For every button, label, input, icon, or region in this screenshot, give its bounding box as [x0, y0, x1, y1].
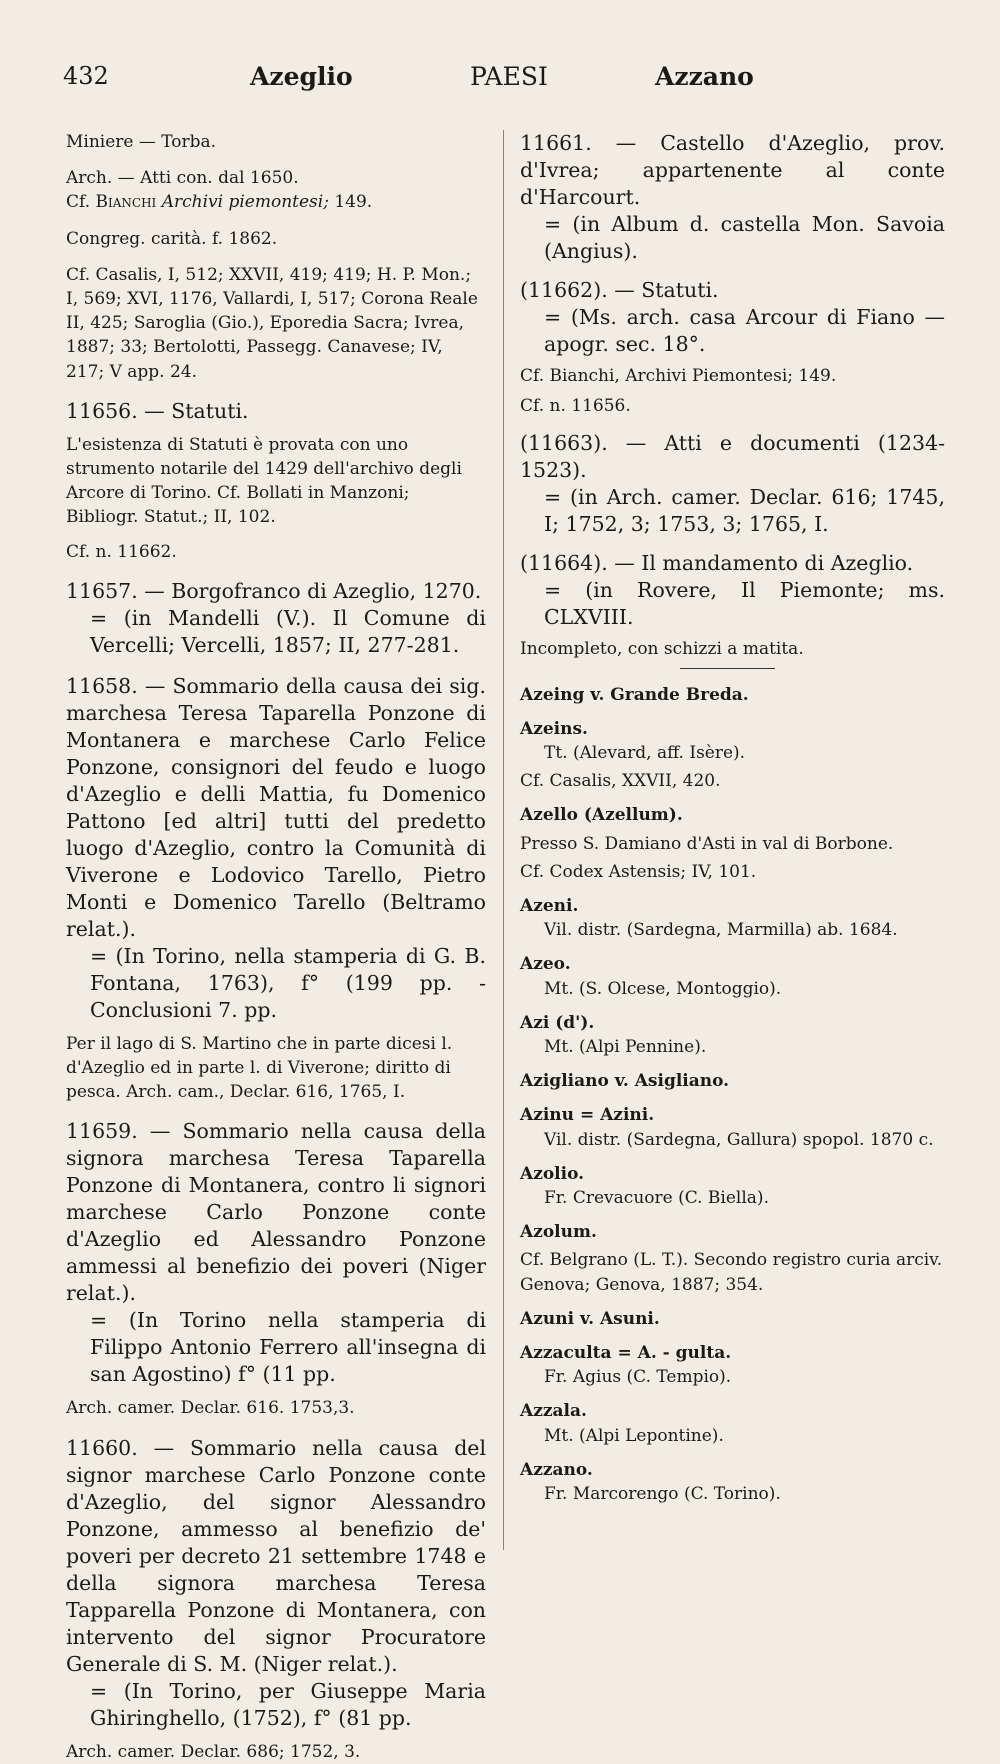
headword: Azeni. — [520, 896, 579, 917]
reference-note: Cf. Bianchi, Archivi Piemontesi; 149. — [520, 366, 837, 386]
separator-rule — [680, 668, 775, 669]
header-last-entry: Azzano — [655, 62, 754, 91]
headword: Azeo. — [520, 954, 571, 975]
entry-heading: 11660. — Sommario nella causa del signor marchese Carlo Ponzone conte d'Azeglio, del signor Alessandro Ponzone, ammesso al benefizio de' poveri per decreto 21 settembre 1748 e della signora marchesa Teresa Tapparella Ponzone di Montanera, con intervento del signor Procuratore Generale di S. M. (Niger relat.). — [66, 1435, 486, 1676]
headword: Azigliano v. Asigliano. — [520, 1071, 730, 1092]
headword: Azzaculta = A. - gulta. — [520, 1343, 732, 1364]
entry-source: = (in Arch. camer. Declar. 616; 1745, I; 1752, 3; 1753, 3; 1765, I. — [544, 485, 945, 537]
entry-heading: 11658. — Sommario della causa dei sig. marchesa Teresa Taparella Ponzone di Montanera e marchese Carlo Felice Ponzone, consignori del feudo e luogo d'Azeglio e delli Mattia, fu Domenico Pattono [ed altri] tutti del predetto luogo d'Azeglio, contro la Comunità di Viverone e Lodovico Tarello, Pietro Monti e Domenico Tarello (Beltramo relat.). — [66, 673, 486, 941]
headword: Azzano. — [520, 1459, 593, 1480]
entry-source: = (in Album d. castella Mon. Savoia (Angius). — [544, 212, 945, 263]
text-line: Miniere — Torba. — [66, 132, 217, 152]
entry-source: = (In Torino, per Giuseppe Maria Ghiringhello, (1752), f° (81 pp. — [90, 1678, 486, 1730]
entry-note: Incompleto, con schizzi a matita. — [520, 639, 804, 660]
headword-detail: Vil. distr. (Sardegna, Gallura) spopol. 1870 c. — [544, 1129, 934, 1150]
entry-heading: 11657. — Borgofranco di Azeglio, 1270. — [66, 578, 482, 603]
headword-detail: Tt. (Alevard, aff. Isère). — [544, 743, 746, 764]
headword-detail: Vil. distr. (Sardegna, Marmilla) ab. 1684. — [544, 920, 898, 941]
headword: Azi (d'). — [520, 1012, 595, 1033]
headword: Azeing v. Grande Breda. — [520, 684, 749, 705]
left-column — [66, 130, 486, 1764]
entry-note: Per il lago di S. Martino che in parte dicesi l. d'Azeglio ed in parte l. di Viverone; diritto di pesca. Arch. cam., Declar. 616, 1765, I. — [66, 1033, 453, 1103]
headword-detail: Mt. (Alpi Pennine). — [544, 1037, 707, 1058]
headword-detail: Mt. (Alpi Lepontine). — [544, 1425, 724, 1446]
headword-detail: Presso S. Damiano d'Asti in val di Borbone. — [520, 833, 894, 854]
entry-heading: 11659. — Sommario nella causa della signora marchesa Teresa Taparella Ponzone di Montanera, contro li signori marchese Carlo Ponzone conte d'Azeglio ed Alessandro Ponzone ammessi al benefizio dei poveri (Niger relat.). — [66, 1119, 486, 1306]
reference-note: Cf. Casalis, XXVII, 420. — [520, 771, 721, 792]
entry-source: = (in Rovere, Il Piemonte; ms. CLXVIII. — [544, 578, 945, 630]
headword: Azinu = Azini. — [520, 1105, 655, 1126]
entry-heading: 11656. — Statuti. — [66, 398, 249, 423]
entry-note: L'esistenza di Statuti è provata con uno strumento notarile del 1429 dell'archivo degli Arcore di Torino. Cf. Bollati in Manzoni; Bibliogr. Statut.; II, 102. — [66, 434, 462, 528]
headword: Azeins. — [520, 718, 588, 739]
entry-source: = (in Mandelli (V.). Il Comune di Vercelli; Vercelli, 1857; II, 277-281. — [90, 605, 486, 657]
entry-source: = (Ms. arch. casa Arcour di Fiano — apogr. sec. 18°. — [544, 305, 945, 356]
headword-detail: Fr. Marcorengo (C. Torino). — [544, 1484, 781, 1505]
headword: Azello (Azellum). — [520, 805, 683, 826]
text-line: Arch. — Atti con. dal 1650. — [66, 168, 299, 189]
headword: Azuni v. Asuni. — [520, 1308, 660, 1329]
reference-note: Cf. n. 11662. — [66, 541, 177, 562]
headword: Azolum. — [520, 1222, 597, 1243]
text-line: Congreg. carità. f. 1862. — [66, 228, 278, 249]
header-first-entry: Azeglio — [250, 62, 353, 91]
entry-source: = (In Torino, nella stamperia di G. B. Fontana, 1763), f° (199 pp. - Conclusioni 7. pp. — [90, 943, 486, 1022]
running-header — [0, 62, 1000, 102]
reference-note: Cf. Belgrano (L. T.). Secondo registro curia arciv. Genova; Genova, 1887; 354. — [520, 1250, 943, 1295]
headword-detail: Fr. Agius (C. Tempio). — [544, 1367, 732, 1388]
column-divider — [503, 130, 504, 1550]
page-number: 432 — [63, 62, 109, 90]
text-line: Cf. Bianchi Archivi piemontesi; 149. — [66, 192, 373, 213]
headword-detail: Mt. (S. Olcese, Montoggio). — [544, 978, 782, 999]
headword: Azzala. — [520, 1401, 587, 1422]
entry-note: Arch. camer. Declar. 686; 1752, 3. — [66, 1741, 361, 1762]
header-section: PAESI — [470, 62, 548, 91]
entry-source: = (In Torino nella stamperia di Filippo Antonio Ferrero all'insegna di san Agostino) f° (11 pp. — [90, 1308, 486, 1387]
headword: Azolio. — [520, 1163, 585, 1184]
entry-heading: 11661. — Castello d'Azeglio, prov. d'Ivrea; appartenente al conte d'Harcourt. — [520, 131, 945, 209]
entry-note: Arch. camer. Declar. 616. 1753,3. — [66, 1398, 355, 1419]
reference-note: Cf. Codex Astensis; IV, 101. — [520, 861, 757, 882]
right-column — [520, 130, 945, 1506]
entry-heading: (11662). — Statuti. — [520, 278, 719, 302]
entry-heading: (11663). — Atti e documenti (1234-1523). — [520, 431, 945, 483]
headword-detail: Fr. Crevacuore (C. Biella). — [544, 1188, 769, 1209]
entry-heading: (11664). — Il mandamento di Azeglio. — [520, 551, 914, 576]
reference-note: Cf. n. 11656. — [520, 396, 631, 417]
reference-note: Cf. Casalis, I, 512; XXVII, 419; 419; H. P. Mon.; I, 569; XVI, 1176, Vallardi, I, 517; Corona Reale II, 425; Saroglia (Gio.), Eporedia Sacra; Ivrea, 1887; 33; Bertolotti, Passegg. Canavese; IV, 217; V app. 24. — [66, 264, 478, 382]
